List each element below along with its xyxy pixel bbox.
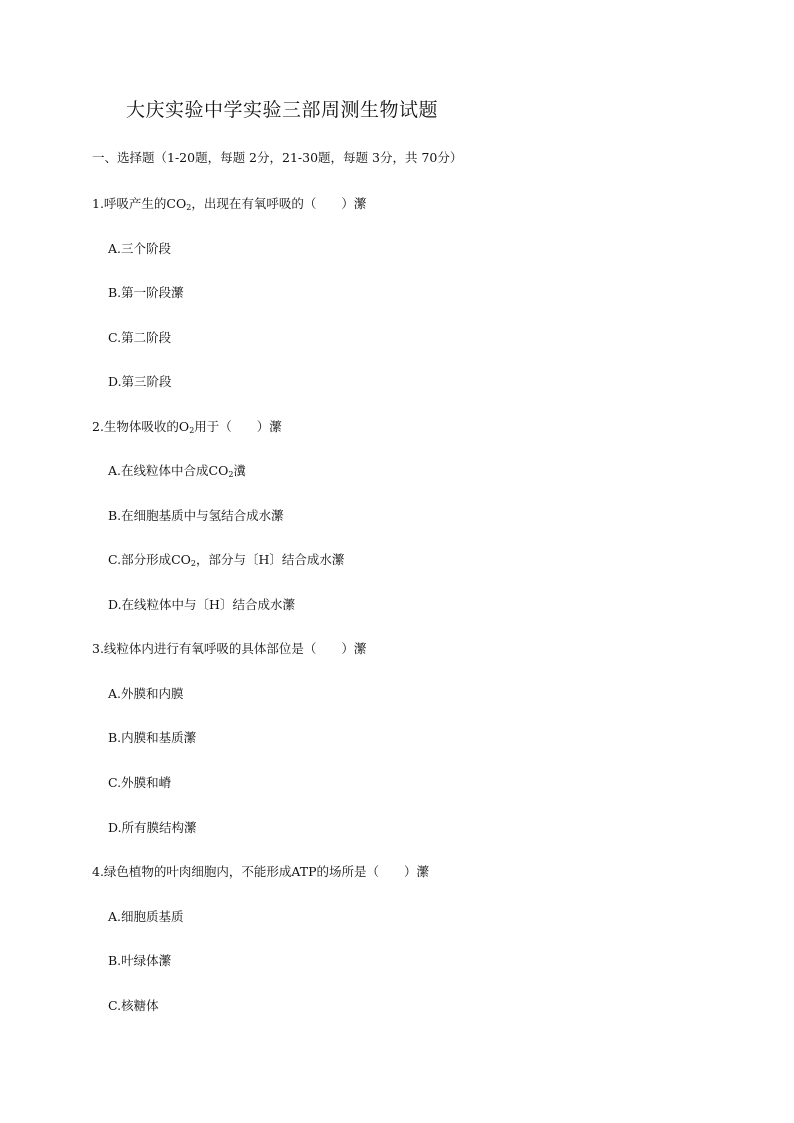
question-2-option-a: A.在线粒体中合成$CO_2$瀵	[108, 463, 246, 479]
question-2-stem: 2.生物体吸收的$O_2$用于（ ）瀿	[92, 419, 282, 435]
question-1-stem: 1.呼吸产生的$CO_2$，出现在有氧呼吸的（ ）瀿	[92, 196, 367, 212]
question-3-option-c: C.外膜和嵴	[108, 775, 172, 790]
question-2-option-b: B.在细胞基质中与氢结合成水瀿	[108, 508, 284, 523]
question-1-option-d: D.第三阶段	[108, 374, 172, 389]
question-4-stem: 4.绿色植物的叶肉细胞内，不能形成ATP的场所是（ ）瀿	[92, 864, 430, 879]
question-3-option-b: B.内膜和基质瀿	[108, 730, 197, 745]
section-heading: 一、选择题（1-20题，每题 2分，21-30题，每题 3分，共 70分）	[92, 150, 463, 165]
question-4-option-a: A.细胞质基质	[108, 909, 184, 924]
question-1-option-a: A.三个阶段	[108, 241, 172, 256]
question-2-option-d: D.在线粒体中与〔H〕结合成水瀿	[108, 597, 295, 612]
question-3-option-a: A.外膜和内膜	[108, 686, 184, 701]
question-4-option-c: C.核糖体	[108, 998, 159, 1013]
question-1-option-c: C.第二阶段	[108, 330, 172, 345]
question-4-option-b: B.叶绿体瀿	[108, 953, 172, 968]
document-title: 大庆实验中学实验三部周测生物试题	[126, 99, 439, 121]
question-3-stem: 3.线粒体内进行有氧呼吸的具体部位是（ ）瀿	[92, 641, 367, 656]
question-3-option-d: D.所有膜结构瀿	[108, 820, 197, 835]
question-2-option-c: C.部分形成$CO_2$，部分与〔H〕结合成水瀿	[108, 552, 345, 568]
question-1-option-b: B.第一阶段瀿	[108, 285, 184, 300]
